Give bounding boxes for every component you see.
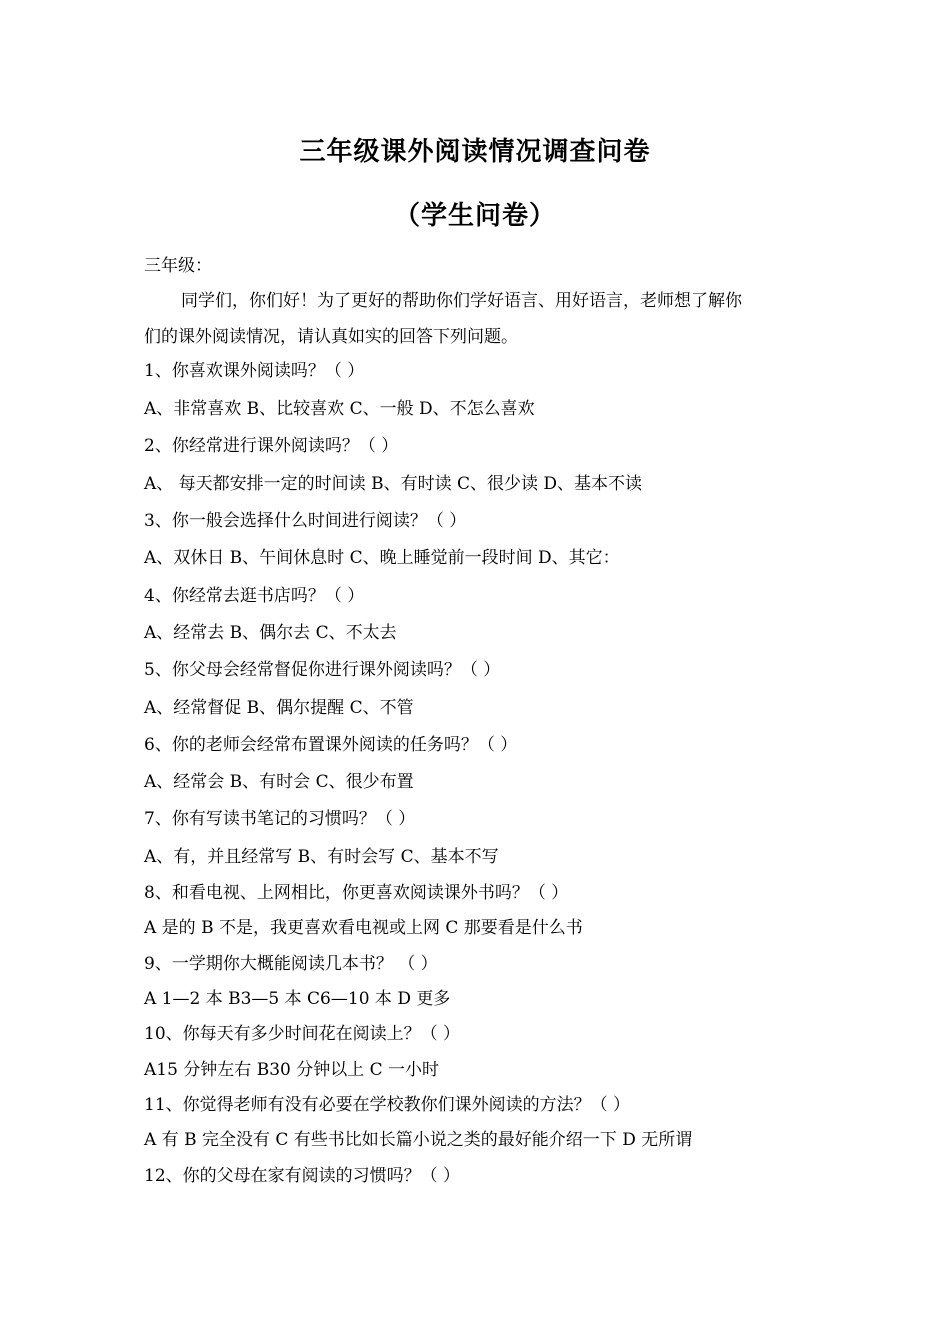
options-9: A 1—2 本 B3—5 本 C6—10 本 D 更多 bbox=[144, 989, 451, 1009]
question-6: 6、你的老师会经常布置课外阅读的任务吗？（ ） bbox=[144, 735, 518, 755]
options-7: A、有，并且经常写 B、有时会写 C、基本不写 bbox=[144, 847, 499, 867]
options-1: A、非常喜欢 B、比较喜欢 C、一般 D、不怎么喜欢 bbox=[144, 399, 535, 419]
options-11: A 有 B 完全没有 C 有些书比如长篇小说之类的最好能介绍一下 D 无所谓 bbox=[144, 1130, 693, 1150]
grade-label: 三年级： bbox=[144, 256, 212, 276]
question-2: 2、你经常进行课外阅读吗？（ ） bbox=[144, 436, 399, 456]
question-7: 7、你有写读书笔记的习惯吗？（ ） bbox=[144, 809, 416, 829]
options-6: A、经常会 B、有时会 C、很少布置 bbox=[144, 772, 414, 792]
question-1: 1、你喜欢课外阅读吗？（ ） bbox=[144, 361, 365, 381]
question-11: 11、你觉得老师有没有必要在学校教你们课外阅读的方法？（ ） bbox=[144, 1095, 631, 1115]
page-subtitle: （学生问卷） bbox=[393, 201, 556, 231]
question-12: 12、你的父母在家有阅读的习惯吗？（ ） bbox=[144, 1166, 461, 1186]
options-3: A、双休日 B、午间休息时 C、晚上睡觉前一段时间 D、其它： bbox=[144, 548, 620, 568]
page-title: 三年级课外阅读情况调查问卷 bbox=[299, 137, 651, 167]
options-10: A15 分钟左右 B30 分钟以上 C 一小时 bbox=[144, 1060, 440, 1080]
question-9: 9、一学期你大概能阅读几本书？ （ ） bbox=[144, 954, 438, 974]
options-2: A、 每天都安排一定的时间读 B、有时读 C、很少读 D、基本不读 bbox=[144, 474, 643, 494]
question-4: 4、你经常去逛书店吗？（ ） bbox=[144, 586, 365, 606]
question-5: 5、你父母会经常督促你进行课外阅读吗？（ ） bbox=[144, 660, 501, 680]
question-8: 8、和看电视、上网相比，你更喜欢阅读课外书吗？（ ） bbox=[144, 883, 569, 903]
options-8: A 是的 B 不是，我更喜欢看电视或上网 C 那要看是什么书 bbox=[144, 918, 583, 938]
question-3: 3、你一般会选择什么时间进行阅读？（ ） bbox=[144, 511, 467, 531]
question-10: 10、你每天有多少时间花在阅读上？（ ） bbox=[144, 1024, 461, 1044]
intro-line-1: 同学们，你们好！为了更好的帮助你们学好语言、用好语言，老师想了解你 bbox=[181, 291, 742, 311]
intro-line-2: 们的课外阅读情况，请认真如实的回答下列问题。 bbox=[144, 327, 518, 347]
options-5: A、经常督促 B、偶尔提醒 C、不管 bbox=[144, 698, 414, 718]
options-4: A、经常去 B、偶尔去 C、不太去 bbox=[144, 623, 397, 643]
